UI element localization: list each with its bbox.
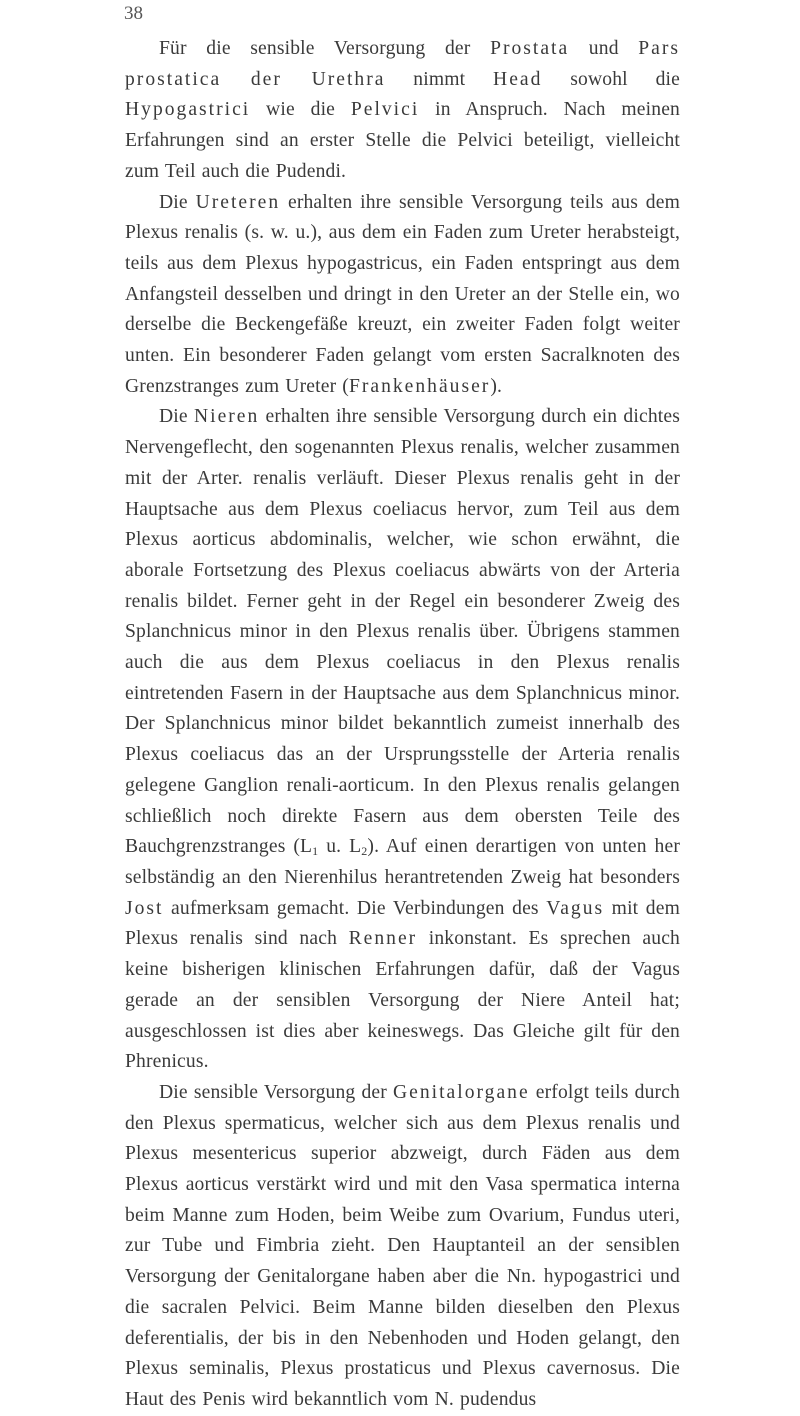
body-text: [125, 34, 680, 1416]
text-run: Die: [159, 406, 194, 428]
text-run: wie die: [250, 99, 351, 121]
text-run: erhalten ihre sensible Versorgung durch ein dichtes Nervengeflecht, den sogenannten Plexus renalis, welcher zusammen mit der Arter. renalis verläuft. Dieser Plexus renalis geht in der Hauptsache aus dem Plexus coeliacus hervor, zum Teil aus dem Plexus aorticus abdominalis, welcher, wie schon erwähnt, die aborale Fortsetzung des Plexus coeliacus abwärts von der Arteria renalis bildet. Ferner geht in der Regel ein besonderer Zweig des Splanchnicus minor in den Plexus renalis über. Übrigens stammen auch die aus dem Plexus coeliacus in den Plexus renalis eintretenden Fasern in der Hauptsache aus dem Splanchnicus minor. Der Splanchnicus minor bildet bekanntlich zumeist innerhalb des Plexus coeliacus das an der Ursprungsstelle der Arteria renalis gelegene Ganglion renali-aorticum. In den Plexus renalis gelangen schließlich noch direkte Fasern aus dem obersten Teile des Bauchgrenzstranges (L: [125, 406, 680, 858]
text-run: in Anspruch. Nach meinen Erfahrungen sind an erster Stelle die Pelvici beteiligt, vielleicht zum Teil auch die Pudendi.: [125, 99, 680, 182]
text-run: aufmerksam gemacht. Die Verbindungen des: [163, 897, 547, 919]
text-run: ). Auf einen derartigen von unten her selbständig an den Nierenhilus herantretenden Zweig hat besonders: [125, 836, 680, 888]
spaced-term: Vagus: [546, 897, 605, 919]
spaced-term: Genitalorgane: [393, 1081, 530, 1103]
text-run: u. L: [318, 836, 362, 858]
author-name: Renner: [348, 928, 418, 950]
text-run: erhalten ihre sensible Versorgung teils aus dem Plexus renalis (s. w. u.), aus dem ein Faden zum Ureter herabsteigt, teils aus dem Plexus hypogastricus, ein Faden entspringt aus dem Anfangsteil desselben und dringt in den Ureter an der Stelle ein, wo derselbe die Beckengefäße kreuzt, ein zweiter Faden folgt weiter unten. Ein besonderer Faden gelangt vom ersten Sacralknoten des Grenzstranges zum Ureter (: [125, 191, 680, 397]
paragraph-nieren: [125, 402, 680, 1077]
text-run: Für die sensible Versorgung der: [159, 38, 491, 59]
spaced-term: Pars prostatica der Urethra: [125, 38, 681, 90]
spaced-term: Nieren: [193, 406, 260, 428]
author-name: Frankenhäuser: [348, 375, 491, 397]
spaced-term: Ureteren: [195, 191, 281, 213]
text-run: erfolgt teils durch den Plexus spermaticus, welcher sich aus dem Plexus renalis und Plexus mesentericus superior abzweigt, durch Fäden aus dem Plexus aorticus verstärkt wird und mit den Vasa spermatica interna beim Manne zum Hoden, beim Weibe zum Ovarium, Fundus uteri, zur Tube und Fimbria zieht. Den Hauptanteil an der sensiblen Versorgung der Genitalorgane haben aber die Nn. hypogastrici und die sacralen Pelvici. Beim Manne bilden dieselben den Plexus deferentialis, der bis in den Nebenhoden und Hoden gelangt, den Plexus seminalis, Plexus prostaticus und Plexus cavernosus. Die Haut des Penis wird bekanntlich vom N. pudendus: [125, 1081, 680, 1410]
paragraph-genitalorgane: [125, 1078, 680, 1416]
spaced-term: Prostata: [490, 38, 570, 59]
text-run: und: [569, 38, 639, 59]
author-name: Jost: [125, 897, 164, 919]
text-run: inkonstant. Es sprechen auch keine bisherigen klinischen Erfahrungen dafür, daß der Vagus gerade an der sensiblen Versorgung der Niere Anteil hat; ausgeschlossen ist dies aber keineswegs. Das Gleiche gilt für den Phrenicus.: [125, 928, 680, 1073]
subscript: 1: [312, 844, 319, 859]
paragraph-prostata: [125, 34, 680, 188]
subscript: 2: [361, 844, 368, 859]
page-number: 38: [124, 3, 143, 24]
text-run: Die: [159, 191, 196, 213]
paragraph-ureteren: [125, 188, 680, 403]
spaced-term: Hypogastrici: [125, 99, 251, 121]
text-run: ).: [490, 375, 503, 397]
spaced-term: Pelvici: [350, 99, 420, 121]
text-run: nimmt: [385, 68, 494, 90]
text-run: Die sensible Versorgung der: [159, 1081, 394, 1103]
text-run: sowohl die: [542, 68, 680, 90]
author-name: Head: [493, 68, 543, 90]
text-run: mit dem Plexus renalis sind nach: [125, 897, 680, 950]
